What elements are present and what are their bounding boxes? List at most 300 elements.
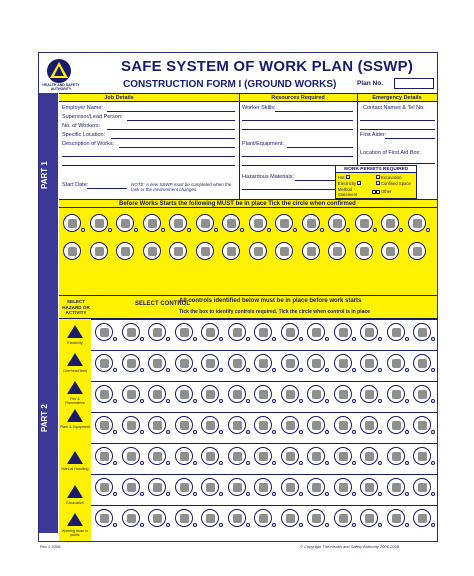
control-tick-circle[interactable]	[299, 337, 303, 341]
control-pictogram-icon	[175, 323, 193, 341]
work-permits-heading: WORK PERMITS REQUIRED	[336, 166, 416, 173]
control-tick-circle[interactable]	[405, 430, 409, 434]
control-tick-circle[interactable]	[405, 337, 409, 341]
control-tick-circle[interactable]	[113, 461, 117, 465]
select-control-label: SELECT CONTROL	[135, 301, 190, 307]
confirm-circle[interactable]	[81, 228, 85, 232]
control-pictogram-icon	[201, 385, 219, 403]
control-pictogram-icon	[281, 447, 299, 465]
tick-instruction: Tick the box to identify controls required. Tick the circle when control is in place	[179, 309, 370, 315]
form-subtitle: CONSTRUCTION FORM I (GROUND WORKS)	[123, 79, 337, 90]
all-controls-text: All controls identified below must be in place before work starts	[179, 298, 362, 304]
control-tick-circle[interactable]	[113, 430, 117, 434]
part2-label: PART 2	[40, 404, 49, 432]
first-aider-label: First Aider:	[360, 132, 387, 138]
control-tick-circle[interactable]	[431, 399, 435, 403]
manual-handling-hazard-icon	[67, 451, 83, 464]
control-pictogram-icon	[228, 323, 246, 341]
control-tick-circle[interactable]	[325, 368, 329, 372]
select-header	[59, 295, 437, 319]
control-pictogram-icon	[307, 416, 325, 434]
ppe-pictogram-icon	[381, 214, 399, 232]
plan-no-label: Plan No.	[357, 80, 384, 87]
control-pictogram-icon	[387, 323, 405, 341]
control-tick-circle[interactable]	[405, 399, 409, 403]
confirm-circle[interactable]	[161, 228, 165, 232]
ppe-pictogram-icon	[90, 242, 108, 260]
control-tick-circle[interactable]	[405, 492, 409, 496]
column-divider	[239, 94, 240, 200]
hazard-label: Plant & Equipment	[60, 425, 90, 429]
control-tick-circle[interactable]	[352, 492, 356, 496]
control-tick-circle[interactable]	[299, 492, 303, 496]
control-pictogram-icon	[95, 385, 113, 403]
control-pictogram-icon	[254, 447, 272, 465]
control-pictogram-icon	[413, 416, 431, 434]
hazard-label: Fire & Flammables	[65, 397, 85, 405]
control-tick-circle[interactable]	[299, 461, 303, 465]
control-tick-circle[interactable]	[299, 523, 303, 527]
employer-name-label: Employer Name:	[62, 105, 103, 111]
control-tick-circle[interactable]	[352, 399, 356, 403]
ppe-pictogram-icon	[381, 242, 399, 260]
control-tick-circle[interactable]	[352, 430, 356, 434]
description-field[interactable]	[119, 147, 235, 148]
control-tick-circle[interactable]	[405, 461, 409, 465]
ppe-pictogram-icon	[355, 242, 373, 260]
control-tick-circle[interactable]	[431, 430, 435, 434]
resources-header: Resources Required	[239, 94, 357, 102]
first-aid-box-label: Location of First Aid Box:	[360, 150, 421, 156]
control-pictogram-icon	[175, 509, 193, 527]
confirm-circle[interactable]	[426, 228, 430, 232]
ppe-pictogram-icon	[169, 242, 187, 260]
control-tick-circle[interactable]	[193, 492, 197, 496]
plan-no-field[interactable]	[394, 78, 434, 89]
control-tick-circle[interactable]	[352, 523, 356, 527]
control-tick-circle[interactable]	[246, 368, 250, 372]
control-pictogram-icon	[122, 385, 140, 403]
row-divider	[59, 443, 437, 444]
control-tick-circle[interactable]	[140, 492, 144, 496]
control-tick-circle[interactable]	[325, 430, 329, 434]
checkbox[interactable]	[376, 190, 380, 194]
control-pictogram-icon	[148, 354, 166, 372]
permit-confined-space[interactable]: Confined Space	[376, 180, 414, 186]
control-pictogram-icon	[334, 354, 352, 372]
control-pictogram-icon	[413, 447, 431, 465]
control-pictogram-icon	[360, 385, 378, 403]
control-tick-circle[interactable]	[352, 368, 356, 372]
control-tick-circle[interactable]	[219, 523, 223, 527]
control-pictogram-icon	[122, 478, 140, 496]
hazardous-materials-label: Hazardous Materials:	[242, 174, 294, 180]
work-permits-box	[335, 165, 417, 199]
control-tick-circle[interactable]	[246, 337, 250, 341]
ppe-pictogram-icon	[143, 214, 161, 232]
start-date-field[interactable]	[87, 188, 127, 189]
control-tick-circle[interactable]	[299, 430, 303, 434]
control-tick-circle[interactable]	[431, 368, 435, 372]
control-pictogram-icon	[334, 385, 352, 403]
control-tick-circle[interactable]	[113, 399, 117, 403]
control-pictogram-icon	[175, 478, 193, 496]
control-tick-circle[interactable]	[246, 492, 250, 496]
control-pictogram-icon	[95, 416, 113, 434]
plant-equipment-label: Plant/Equipment:	[242, 141, 284, 147]
control-tick-circle[interactable]	[193, 368, 197, 372]
control-pictogram-icon	[228, 447, 246, 465]
control-tick-circle[interactable]	[431, 337, 435, 341]
ppe-pictogram-icon	[328, 242, 346, 260]
worker-skills-line[interactable]	[242, 129, 353, 130]
control-pictogram-icon	[95, 354, 113, 372]
worker-skills-line[interactable]	[242, 120, 353, 121]
control-pictogram-icon	[334, 416, 352, 434]
control-tick-circle[interactable]	[299, 399, 303, 403]
confirm-circle[interactable]	[399, 228, 403, 232]
control-pictogram-icon	[122, 416, 140, 434]
ppe-pictogram-icon	[169, 214, 187, 232]
fire-hazard-icon	[67, 381, 83, 394]
control-pictogram-icon	[228, 478, 246, 496]
plant-equipment-field[interactable]	[287, 147, 353, 148]
overhead-lines-hazard-icon	[67, 353, 83, 366]
controls-grid	[59, 319, 437, 541]
control-tick-circle[interactable]	[140, 461, 144, 465]
checkbox[interactable]	[357, 181, 361, 185]
description-label: Description of Works:	[62, 141, 115, 147]
control-pictogram-icon	[122, 323, 140, 341]
ppe-pictogram-icon	[63, 214, 81, 232]
contact-names-label: Contact Names & Tel No.	[363, 105, 425, 111]
job-details-header: Job Details	[59, 94, 179, 102]
control-pictogram-icon	[228, 385, 246, 403]
control-tick-circle[interactable]	[378, 368, 382, 372]
location-field[interactable]	[111, 138, 235, 139]
first-aid-box-field[interactable]	[360, 163, 435, 164]
checkbox[interactable]	[346, 175, 350, 179]
control-pictogram-icon	[228, 416, 246, 434]
control-tick-circle[interactable]	[325, 523, 329, 527]
control-pictogram-icon	[254, 478, 272, 496]
ppe-pictogram-icon	[408, 214, 426, 232]
control-tick-circle[interactable]	[246, 523, 250, 527]
control-tick-circle[interactable]	[166, 368, 170, 372]
ppe-pictogram-icon	[63, 242, 81, 260]
control-tick-circle[interactable]	[219, 368, 223, 372]
hazard-label: Electricity	[67, 341, 83, 345]
confirm-circle[interactable]	[214, 228, 218, 232]
location-label: Specific Location:	[62, 132, 106, 138]
row-divider	[59, 474, 437, 475]
control-pictogram-icon	[307, 323, 325, 341]
control-tick-circle[interactable]	[166, 430, 170, 434]
control-tick-circle[interactable]	[352, 337, 356, 341]
hazard-label: Overhead lines	[62, 369, 88, 373]
confirm-circle[interactable]	[293, 228, 297, 232]
control-pictogram-icon	[413, 385, 431, 403]
control-pictogram-icon	[201, 447, 219, 465]
prerequisites-row	[59, 208, 437, 295]
checkbox[interactable]	[376, 181, 380, 185]
control-pictogram-icon	[148, 323, 166, 341]
control-pictogram-icon	[360, 478, 378, 496]
control-pictogram-icon	[122, 509, 140, 527]
control-pictogram-icon	[387, 354, 405, 372]
side-bar	[39, 93, 58, 533]
control-tick-circle[interactable]	[272, 337, 276, 341]
control-pictogram-icon	[387, 509, 405, 527]
control-pictogram-icon	[307, 509, 325, 527]
control-tick-circle[interactable]	[272, 523, 276, 527]
ppe-pictogram-icon	[222, 214, 240, 232]
ppe-pictogram-icon	[249, 214, 267, 232]
control-tick-circle[interactable]	[246, 430, 250, 434]
control-pictogram-icon	[334, 478, 352, 496]
confirm-circle[interactable]	[240, 228, 244, 232]
control-pictogram-icon	[281, 478, 299, 496]
hazard-label: Working close to public	[61, 529, 89, 537]
control-pictogram-icon	[201, 478, 219, 496]
control-pictogram-icon	[95, 509, 113, 527]
row-divider	[59, 319, 437, 320]
worker-skills-label: Worker Skills:	[242, 105, 276, 111]
confirm-circle[interactable]	[320, 228, 324, 232]
confirm-circle[interactable]	[108, 228, 112, 232]
worker-skills-field[interactable]	[275, 111, 353, 112]
control-tick-circle[interactable]	[140, 523, 144, 527]
before-works-banner: Before Works Starts the following MUST be in place Tick the circle when confirmed	[59, 199, 437, 208]
checkbox[interactable]	[376, 175, 380, 179]
control-pictogram-icon	[281, 323, 299, 341]
control-tick-circle[interactable]	[219, 492, 223, 496]
control-tick-circle[interactable]	[378, 523, 382, 527]
confirm-circle[interactable]	[267, 228, 271, 232]
control-tick-circle[interactable]	[246, 399, 250, 403]
permit-method-statement[interactable]: Method Statement	[338, 186, 376, 197]
control-tick-circle[interactable]	[166, 523, 170, 527]
control-tick-circle[interactable]	[378, 399, 382, 403]
ppe-pictogram-icon	[222, 242, 240, 260]
control-tick-circle[interactable]	[431, 461, 435, 465]
control-pictogram-icon	[281, 385, 299, 403]
control-pictogram-icon	[387, 478, 405, 496]
ppe-pictogram-icon	[328, 214, 346, 232]
confirm-circle[interactable]	[346, 228, 350, 232]
control-pictogram-icon	[148, 385, 166, 403]
plant-equipment-line[interactable]	[242, 156, 353, 157]
control-tick-circle[interactable]	[219, 399, 223, 403]
control-pictogram-icon	[254, 323, 272, 341]
control-tick-circle[interactable]	[431, 492, 435, 496]
confirm-circle[interactable]	[134, 228, 138, 232]
control-tick-circle[interactable]	[219, 430, 223, 434]
ppe-pictogram-icon	[116, 242, 134, 260]
control-tick-circle[interactable]	[140, 430, 144, 434]
ppe-pictogram-icon	[275, 214, 293, 232]
control-tick-circle[interactable]	[219, 337, 223, 341]
control-tick-circle[interactable]	[113, 523, 117, 527]
supervisor-field[interactable]	[127, 120, 235, 121]
control-pictogram-icon	[360, 416, 378, 434]
control-tick-circle[interactable]	[193, 430, 197, 434]
confirm-circle[interactable]	[187, 228, 191, 232]
hazard-label: Excavation	[66, 501, 84, 505]
control-tick-circle[interactable]	[246, 461, 250, 465]
control-tick-circle[interactable]	[140, 368, 144, 372]
control-pictogram-icon	[148, 509, 166, 527]
control-tick-circle[interactable]	[166, 399, 170, 403]
permit-other[interactable]: Other	[376, 186, 414, 197]
description-field-line[interactable]	[62, 165, 235, 166]
control-tick-circle[interactable]	[378, 430, 382, 434]
ppe-pictogram-icon	[90, 214, 108, 232]
note-text: NOTE: A new SSWP must be completed when the task or the environment changes.	[131, 182, 232, 192]
control-tick-circle[interactable]	[193, 399, 197, 403]
contact-names-line[interactable]	[360, 129, 435, 130]
workers-field[interactable]	[107, 129, 235, 130]
footer-rev: Rev 2 2008	[40, 544, 61, 549]
control-pictogram-icon	[360, 354, 378, 372]
work-permits-grid	[336, 173, 416, 198]
ppe-pictogram-icon	[302, 214, 320, 232]
sswp-form	[38, 52, 438, 542]
control-pictogram-icon	[175, 416, 193, 434]
form-title: SAFE SYSTEM OF WORK PLAN (SSWP)	[121, 58, 414, 75]
control-pictogram-icon	[307, 385, 325, 403]
excavation-hazard-icon	[67, 485, 83, 498]
control-tick-circle[interactable]	[405, 368, 409, 372]
control-tick-circle[interactable]	[272, 368, 276, 372]
control-pictogram-icon	[334, 323, 352, 341]
permit-excavation[interactable]: Excavation	[376, 174, 414, 180]
control-pictogram-icon	[360, 323, 378, 341]
control-pictogram-icon	[148, 416, 166, 434]
control-pictogram-icon	[148, 447, 166, 465]
control-pictogram-icon	[387, 385, 405, 403]
control-tick-circle[interactable]	[272, 399, 276, 403]
control-tick-circle[interactable]	[193, 461, 197, 465]
control-tick-circle[interactable]	[378, 337, 382, 341]
ppe-pictogram-icon	[355, 214, 373, 232]
control-pictogram-icon	[413, 354, 431, 372]
control-pictogram-icon	[95, 478, 113, 496]
control-tick-circle[interactable]	[405, 523, 409, 527]
control-tick-circle[interactable]	[166, 461, 170, 465]
control-pictogram-icon	[201, 509, 219, 527]
control-pictogram-icon	[201, 354, 219, 372]
control-tick-circle[interactable]	[193, 337, 197, 341]
control-pictogram-icon	[281, 354, 299, 372]
control-pictogram-icon	[387, 447, 405, 465]
permit-hot[interactable]: Hot	[338, 174, 376, 180]
control-pictogram-icon	[228, 354, 246, 372]
control-pictogram-icon	[175, 385, 193, 403]
logo-text: HEALTH AND SAFETY AUTHORITY	[42, 83, 80, 91]
control-pictogram-icon	[175, 447, 193, 465]
control-pictogram-icon	[360, 447, 378, 465]
control-pictogram-icon	[95, 447, 113, 465]
ppe-pictogram-icon	[116, 214, 134, 232]
public-hazard-icon	[67, 513, 83, 526]
control-tick-circle[interactable]	[431, 523, 435, 527]
control-pictogram-icon	[413, 509, 431, 527]
row-divider	[59, 412, 437, 413]
control-pictogram-icon	[254, 509, 272, 527]
confirm-circle[interactable]	[373, 228, 377, 232]
control-pictogram-icon	[228, 509, 246, 527]
ppe-pictogram-icon	[249, 242, 267, 260]
control-tick-circle[interactable]	[378, 492, 382, 496]
control-pictogram-icon	[360, 509, 378, 527]
control-pictogram-icon	[413, 323, 431, 341]
row-divider	[59, 505, 437, 506]
control-tick-circle[interactable]	[193, 523, 197, 527]
control-tick-circle[interactable]	[325, 337, 329, 341]
control-tick-circle[interactable]	[113, 337, 117, 341]
control-tick-circle[interactable]	[325, 461, 329, 465]
ppe-pictogram-icon	[302, 242, 320, 260]
control-pictogram-icon	[148, 478, 166, 496]
control-pictogram-icon	[307, 354, 325, 372]
description-field-line[interactable]	[62, 156, 235, 157]
control-pictogram-icon	[122, 447, 140, 465]
control-tick-circle[interactable]	[272, 461, 276, 465]
first-aider-field[interactable]	[385, 138, 435, 139]
footer-copyright: © Copyright The Health and Safety Authority 2005-2008	[300, 544, 400, 549]
control-tick-circle[interactable]	[166, 337, 170, 341]
control-pictogram-icon	[281, 416, 299, 434]
ppe-pictogram-icon	[275, 242, 293, 260]
control-pictogram-icon	[201, 416, 219, 434]
electricity-hazard-icon	[67, 325, 83, 338]
row-divider	[59, 381, 437, 382]
control-pictogram-icon	[334, 509, 352, 527]
control-tick-circle[interactable]	[272, 492, 276, 496]
control-pictogram-icon	[175, 354, 193, 372]
control-tick-circle[interactable]	[113, 492, 117, 496]
control-tick-circle[interactable]	[219, 461, 223, 465]
permit-electricity[interactable]: Electricity	[338, 180, 376, 186]
employer-name-field[interactable]	[107, 111, 235, 112]
plant-hazard-icon	[67, 409, 83, 422]
ppe-pictogram-icon	[196, 214, 214, 232]
control-pictogram-icon	[307, 478, 325, 496]
part1-label: PART 1	[40, 161, 49, 189]
header-fill	[179, 94, 239, 102]
control-tick-circle[interactable]	[325, 492, 329, 496]
control-tick-circle[interactable]	[166, 492, 170, 496]
control-tick-circle[interactable]	[272, 430, 276, 434]
control-pictogram-icon	[307, 447, 325, 465]
control-pictogram-icon	[95, 323, 113, 341]
control-tick-circle[interactable]	[140, 337, 144, 341]
row-divider	[59, 350, 437, 351]
control-pictogram-icon	[413, 478, 431, 496]
control-tick-circle[interactable]	[352, 461, 356, 465]
control-tick-circle[interactable]	[378, 461, 382, 465]
select-hazard-label: SELECT HAZARD OR ACTIVITY	[62, 299, 90, 315]
control-pictogram-icon	[254, 416, 272, 434]
control-tick-circle[interactable]	[299, 368, 303, 372]
control-tick-circle[interactable]	[325, 399, 329, 403]
control-tick-circle[interactable]	[140, 399, 144, 403]
control-tick-circle[interactable]	[113, 368, 117, 372]
contact-names-field[interactable]	[360, 120, 435, 121]
workers-label: No. of Workers:	[62, 123, 101, 129]
control-pictogram-icon	[201, 323, 219, 341]
